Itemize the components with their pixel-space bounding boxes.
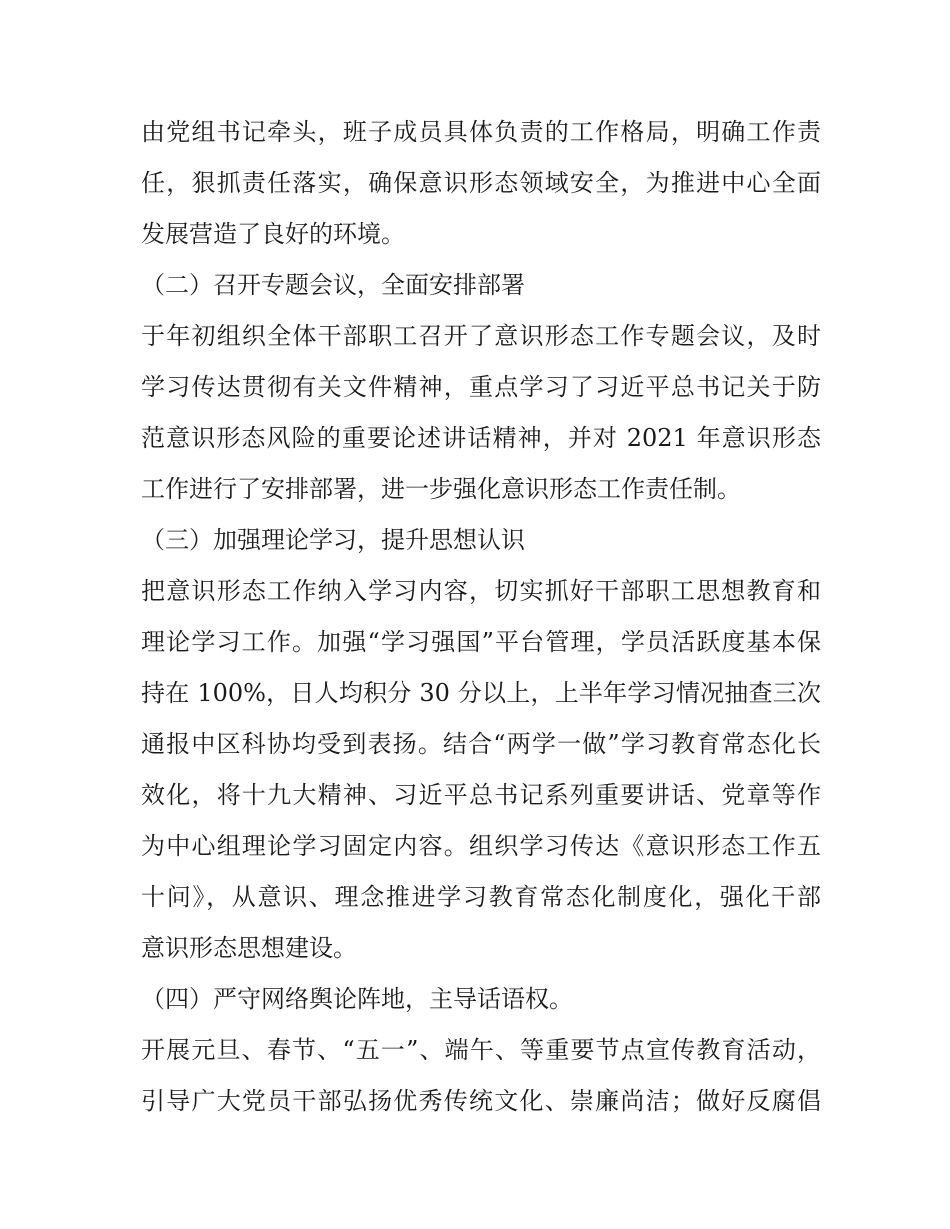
text-line: 范意识形态风险的重要论述讲话精神，并对 2021 年意识形态 xyxy=(141,424,821,452)
section-heading: （二）召开专题会议，全面安排部署 xyxy=(141,271,525,299)
text-line: 为中心组理论学习固定内容。组织学习传达《意识形态工作五 xyxy=(141,832,821,860)
text-line: 开展元旦、春节、“五一”、端午、等重要节点宣传教育活动， xyxy=(141,1036,821,1064)
text-line: 通报中区科协均受到表扬。结合“两学一做”学习教育常态化长 xyxy=(141,730,821,758)
text-line: 任，狠抓责任落实，确保意识形态领域安全，为推进中心全面 xyxy=(141,169,821,197)
text-line: 学习传达贯彻有关文件精神，重点学习了习近平总书记关于防 xyxy=(141,373,821,401)
text-line: 发展营造了良好的环境。 xyxy=(141,220,405,248)
text-line: 持在 100%，日人均积分 30 分以上，上半年学习情况抽查三次 xyxy=(141,679,821,707)
text-line: 由党组书记牵头，班子成员具体负责的工作格局，明确工作责 xyxy=(141,118,821,146)
text-line: 把意识形态工作纳入学习内容，切实抓好干部职工思想教育和 xyxy=(141,577,821,605)
text-line: 效化，将十九大精神、习近平总书记系列重要讲话、党章等作 xyxy=(141,781,821,809)
text-line: 于年初组织全体干部职工召开了意识形态工作专题会议，及时 xyxy=(141,322,821,350)
section-heading: （四）严守网络舆论阵地，主导话语权。 xyxy=(141,985,573,1013)
text-line: 十问》，从意识、理念推进学习教育常态化制度化，强化干部 xyxy=(141,883,821,911)
section-heading: （三）加强理论学习，提升思想认识 xyxy=(141,526,525,554)
text-line: 意识形态思想建设。 xyxy=(141,934,357,962)
text-line: 引导广大党员干部弘扬优秀传统文化、崇廉尚洁；做好反腐倡 xyxy=(141,1087,821,1115)
text-line: 工作进行了安排部署，进一步强化意识形态工作责任制。 xyxy=(141,475,741,503)
text-line: 理论学习工作。加强“学习强国”平台管理，学员活跃度基本保 xyxy=(141,628,821,656)
